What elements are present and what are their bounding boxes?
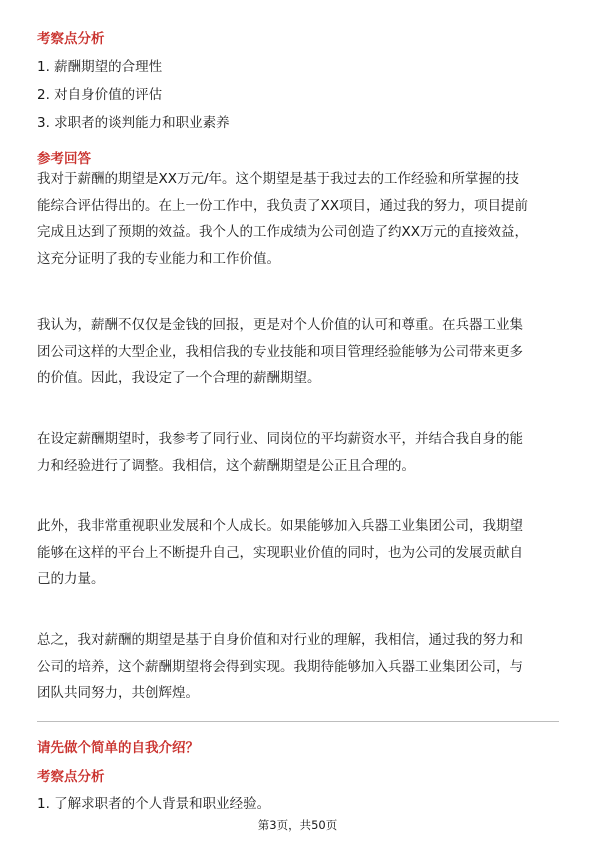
paragraph-line: 公司的培养，这个薪酬期望将会得到实现。我期待能够加入兵器工业集团公司，与 bbox=[37, 658, 523, 675]
answer-paragraph-2 bbox=[37, 312, 559, 392]
question-title: 请先做个简单的自我介绍？ bbox=[37, 740, 199, 756]
analysis-item-3: 3. 求职者的谈判能力和职业素养 bbox=[37, 115, 230, 131]
paragraph-line: 此外，我非常重视职业发展和个人成长。如果能够加入兵器工业集团公司，我期望 bbox=[37, 518, 523, 534]
paragraph-line: 能综合评估得出的。在上一份工作中，我负责了XX项目，通过我的努力，项目提前 bbox=[37, 197, 528, 214]
paragraph-line: 己的力量。 bbox=[37, 571, 105, 587]
paragraph-line: 团公司这样的大型企业，我相信我的专业技能和项目管理经验能够为公司带来更多 bbox=[37, 343, 523, 360]
answer-heading: 参考回答 bbox=[37, 151, 91, 167]
paragraph-line: 团队共同努力，共创辉煌。 bbox=[37, 685, 199, 701]
page-number: 第3页，共50页 bbox=[257, 818, 338, 832]
analysis-heading: 考察点分析 bbox=[37, 31, 105, 47]
answer-paragraph-5 bbox=[37, 627, 559, 707]
paragraph-line: 这充分证明了我的专业能力和工作价值。 bbox=[37, 250, 280, 267]
paragraph-line: 能够在这样的平台上不断提升自己，实现职业价值的同时，也为公司的发展贡献自 bbox=[37, 544, 523, 561]
paragraph-line: 在设定薪酬期望时，我参考了同行业、同岗位的平均薪资水平，并结合我自身的能 bbox=[37, 431, 523, 447]
answer-paragraph-4 bbox=[37, 513, 559, 593]
answer-paragraph-1 bbox=[37, 166, 559, 272]
section-divider bbox=[37, 721, 559, 722]
paragraph-line: 我认为，薪酬不仅仅是金钱的回报，更是对个人价值的认可和尊重。在兵器工业集 bbox=[37, 317, 523, 333]
analysis-item-1: 1. 薪酬期望的合理性 bbox=[37, 59, 163, 75]
paragraph-line: 力和经验进行了调整。我相信，这个薪酬期望是公正且合理的。 bbox=[37, 457, 415, 474]
analysis-item-2: 2. 对自身价值的评估 bbox=[37, 87, 163, 103]
paragraph-line: 完成且达到了预期的效益。我个人的工作成绩为公司创造了约XX万元的直接效益， bbox=[37, 224, 528, 240]
paragraph-line: 的价值。因此，我设定了一个合理的薪酬期望。 bbox=[37, 370, 321, 386]
analysis-heading-2: 考察点分析 bbox=[37, 769, 105, 785]
analysis-item-q2-1: 1. 了解求职者的个人背景和职业经验。 bbox=[37, 796, 271, 812]
paragraph-line: 总之，我对薪酬的期望是基于自身价值和对行业的理解，我相信，通过我的努力和 bbox=[37, 632, 523, 648]
paragraph-line: 我对于薪酬的期望是XX万元/年。这个期望是基于我过去的工作经验和所掌握的技 bbox=[37, 171, 520, 187]
answer-paragraph-3 bbox=[37, 426, 559, 479]
